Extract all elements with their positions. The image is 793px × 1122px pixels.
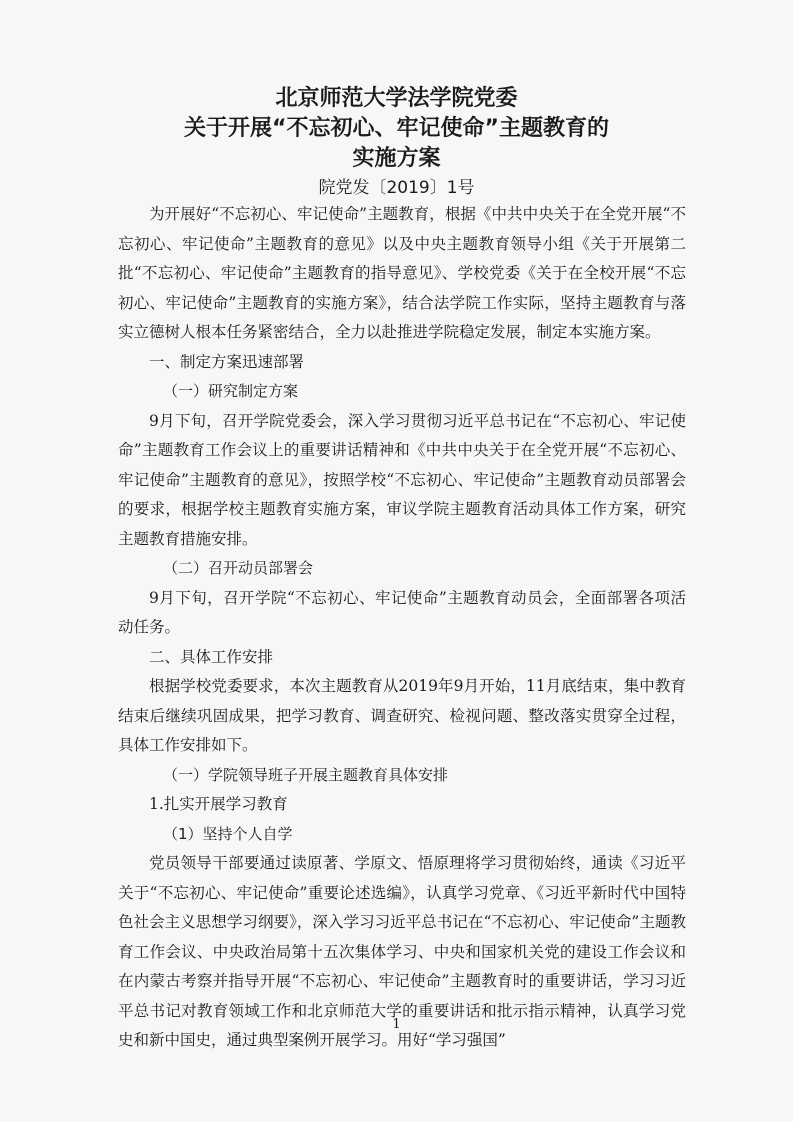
title-line-3: 实施方案	[352, 146, 441, 171]
item-1-sub-heading: （1）坚持个人自学	[163, 824, 293, 843]
page-number: 1	[392, 1017, 401, 1032]
document-number: 院党发〔2019〕1号	[318, 178, 475, 198]
title-line-1: 北京师范大学法学院党委	[275, 86, 518, 111]
section-2-paragraph: 根据学校党委要求，本次主题教育从2019年9月开始，11月底结束，集中教育结束后继续巩固成果，把学习教育、调查研究、检视问题、整改落实贯穿全过程，具体工作安排如下。	[118, 677, 686, 754]
document-body	[118, 200, 686, 1056]
item-1-heading: 1.扎实开展学习教育	[149, 795, 288, 813]
intro-paragraph: 为开展好“不忘初心、牢记使命”主题教育，根据《中共中央关于在全党开展“不忘初心、牢记使命”主题教育的意见》以及中央主题教育领导小组《关于开展第二批“不忘初心、牢记使命”主题教育的指导意见》、学校党委《关于在全校开展“不忘初心、牢记使命”主题教育的实施方案》，结合法学院工作实际，坚持主题教育与落实立德树人根本任务紧密结合，全力以赴推进学院稳定发展，制定本实施方案。	[118, 205, 686, 341]
title-line-2: 关于开展“不忘初心、牢记使命”主题教育的	[184, 116, 609, 141]
section-1-heading: 一、制定方案迅速部署	[149, 352, 305, 371]
subsection-2-heading: （二）召开动员部署会	[163, 559, 314, 577]
subsection-1-heading: （一）研究制定方案	[163, 382, 299, 400]
item-1-paragraph: 党员领导干部要通过读原著、学原文、悟原理将学习贯彻始终，通读《习近平关于“不忘初心、牢记使命”重要论述选编》，认真学习党章、《习近平新时代中国特色社会主义思想学习纲要》，深入学习习近平总书记在“不忘初心、牢记使命”主题教育工作会议、中央政治局第十五次集体学习、中央和国家机关党的建设工作会议和在内蒙古考察并指导开展“不忘初心、牢记使命”主题教育时的重要讲话，学习习近平总书记对教育领域工作和北京师范大学的重要讲话和批示指示精神，认真学习党史和新中国史，通过典型案例开展学习。用好“学习强国”	[118, 854, 686, 1049]
subsection-2-paragraph: 9月下旬，召开学院“不忘初心、牢记使命”主题教育动员会，全面部署各项活动任务。	[118, 588, 686, 636]
subsection-3-heading: （一）学院领导班子开展主题教育具体安排	[163, 765, 449, 784]
subsection-1-paragraph: 9月下旬，召开学院党委会，深入学习贯彻习近平总书记在“不忘初心、牢记使命”主题教育工作会议上的重要讲话精神和《中共中央关于在全党开展“不忘初心、牢记使命”主题教育的意见》，按照学校“不忘初心、牢记使命”主题教育动员部署会的要求，根据学校主题教育实施方案，审议学院主题教育活动具体工作方案，研究主题教育措施安排。	[118, 411, 686, 548]
section-2-heading: 二、具体工作安排	[149, 647, 274, 666]
